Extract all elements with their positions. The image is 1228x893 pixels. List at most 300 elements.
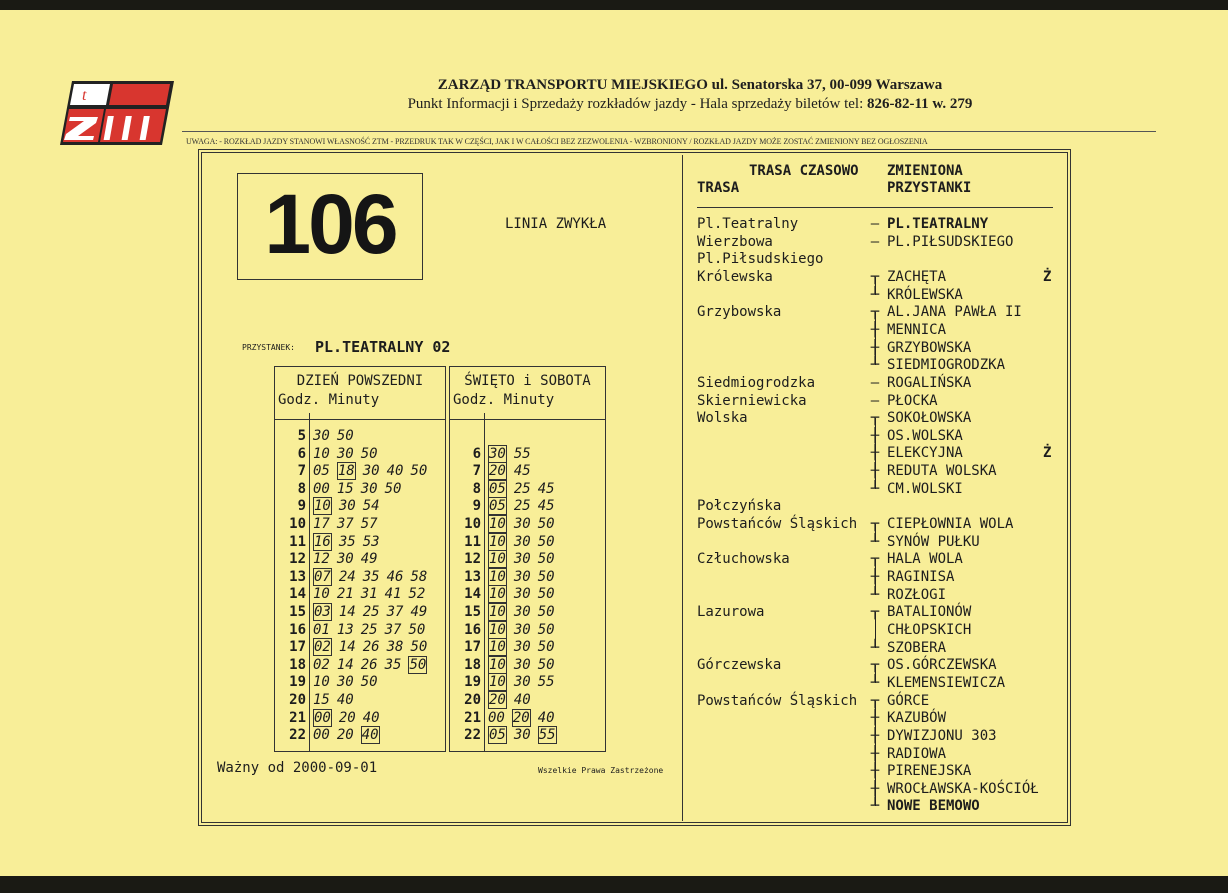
minute-marked: 00	[314, 709, 331, 726]
table-row	[275, 462, 445, 480]
holiday-table-header	[450, 367, 605, 420]
weekday-table-header	[275, 367, 445, 420]
table-row	[275, 621, 445, 639]
minute: 30	[336, 551, 354, 568]
hour-cell: 6	[472, 445, 481, 462]
route-stop: WROCŁAWSKA-KOŚCIÓŁ	[887, 780, 1039, 797]
minutes-cell	[488, 691, 538, 709]
route-street: Wolska	[697, 410, 748, 427]
minute: 50	[336, 428, 354, 444]
minute-marked: 10	[489, 568, 506, 585]
route-stop: SYNÓW PUŁKU	[887, 533, 980, 550]
minute-marked: 10	[489, 656, 506, 673]
minute: 45	[537, 480, 555, 497]
hour-cell: 17	[464, 639, 481, 656]
minutes-cell	[313, 480, 408, 498]
route-marker: ┴	[870, 286, 880, 303]
table-row	[450, 691, 605, 709]
route-stop: SIEDMIOGRODZKA	[887, 357, 1006, 374]
minute-marked: 20	[512, 709, 530, 726]
table-row	[275, 480, 445, 498]
hour-cell: 12	[289, 551, 306, 568]
minute: 30	[513, 551, 531, 568]
minute: 49	[410, 604, 428, 620]
minutes-cell	[313, 673, 385, 691]
minute-marked: 20	[489, 691, 506, 708]
minutes-cell	[313, 709, 387, 727]
minutes-cell	[313, 691, 361, 709]
route-stop: MENNICA	[887, 321, 947, 338]
route-street: Pl.Piłsudskiego	[697, 251, 824, 268]
minute: 50	[537, 551, 555, 568]
minute: 15	[336, 480, 354, 497]
minutes-cell	[488, 726, 564, 744]
minute-marked: 50	[409, 656, 427, 673]
header-info-line: Punkt Informacji i Sprzedaży rozkładów jazdy - Hala sprzedaży biletów tel: 826-82-11 w. 279	[407, 96, 973, 112]
minute: 26	[362, 639, 380, 656]
minute: 30	[513, 621, 531, 638]
route-stop: KLEMENSIEWICZA	[887, 674, 1006, 691]
hour-cell: 16	[289, 621, 306, 638]
table-row	[275, 585, 445, 603]
line-type: LINIA ZWYKŁA	[505, 216, 607, 232]
minute: 20	[338, 709, 356, 726]
minute: 30	[360, 480, 378, 497]
route-marker: ┴	[870, 480, 880, 497]
route-marker: ┼	[870, 727, 880, 744]
minute: 53	[362, 533, 380, 550]
hour-cell: 6	[297, 445, 306, 462]
minute: 14	[338, 604, 356, 620]
hour-cell: 12	[464, 551, 481, 568]
minute: 50	[384, 480, 402, 497]
route-marker: ┴	[870, 586, 880, 603]
minute: 25	[513, 480, 531, 497]
route-marker: ┬	[870, 692, 880, 709]
table-row	[275, 726, 445, 744]
weekday-table	[274, 366, 446, 752]
route-stop: ELEKCYJNA	[887, 445, 963, 462]
minute: 00	[313, 727, 330, 744]
minute: 35	[362, 568, 380, 585]
route-marker: ┼	[870, 463, 880, 480]
table-row	[450, 621, 605, 639]
minute: 40	[336, 692, 354, 708]
table-row	[450, 603, 605, 621]
minutes-cell	[488, 638, 562, 656]
route-marker: ┬	[870, 604, 880, 621]
route-stop: RAGINISA	[887, 569, 955, 585]
minute: 50	[537, 533, 555, 550]
rights-reserved: Wszelkie Prawa Zastrzeżone	[538, 766, 664, 775]
route-header-zmieniona: ZMIENIONA	[887, 163, 963, 179]
hour-cell: 11	[289, 533, 306, 550]
minutes-cell	[313, 515, 385, 533]
minute: 12	[313, 551, 330, 568]
route-stop: GÓRCE	[887, 692, 930, 709]
minute: 17	[313, 516, 330, 532]
valid-from: Ważny od 2000-09-01	[217, 760, 378, 776]
route-street: Połczyńska	[697, 498, 782, 515]
svg-text:t: t	[82, 87, 87, 104]
minute: 50	[537, 639, 555, 656]
route-stop: NOWE BEMOWO	[887, 798, 980, 815]
minute: 30	[513, 586, 531, 603]
minute: 50	[360, 445, 378, 462]
header-rule	[182, 131, 1156, 132]
table-row	[450, 709, 605, 727]
minute: 50	[537, 656, 555, 673]
minute: 30	[513, 603, 531, 620]
route-stop: SOKOŁOWSKA	[887, 410, 972, 427]
minutes-cell	[488, 550, 562, 568]
minute: 30	[513, 674, 531, 691]
hour-cell: 20	[464, 691, 481, 708]
hour-cell: 13	[289, 568, 306, 585]
minute: 30	[513, 533, 531, 550]
minute: 30	[513, 568, 531, 585]
hour-cell: 17	[289, 639, 306, 656]
header-org-line: ZARZĄD TRANSPORTU MIEJSKIEGO ul. Senatorska 37, 00-099 Warszawa	[437, 77, 943, 93]
minutes-cell	[313, 497, 387, 515]
route-marker: ┼	[870, 321, 880, 338]
table-row	[275, 638, 445, 656]
route-marker: ┼	[870, 745, 880, 762]
minute: 05	[313, 463, 330, 480]
minute-marked: 55	[538, 727, 556, 744]
hour-cell: 10	[464, 515, 481, 532]
minutes-cell	[313, 550, 385, 568]
table-row	[450, 480, 605, 498]
route-marker: ┴	[870, 357, 880, 374]
route-bracket	[875, 665, 876, 683]
minute: 00	[313, 480, 330, 497]
route-marker: ┼	[870, 710, 880, 727]
minute: 50	[537, 568, 555, 585]
table-row	[275, 656, 445, 674]
route-marker: –	[870, 216, 880, 232]
route-stop: PL.TEATRALNY	[887, 216, 989, 232]
route-header-rule	[697, 207, 1053, 208]
minute: 49	[360, 551, 378, 568]
minute: 55	[513, 445, 531, 462]
route-marker: ┼	[870, 780, 880, 797]
hour-cell: 15	[464, 603, 481, 620]
minute: 38	[386, 639, 404, 656]
minute-marked: 03	[314, 604, 331, 620]
minute: 15	[313, 692, 330, 708]
route-marker: ┴	[870, 674, 880, 691]
route-bracket	[875, 277, 876, 295]
minute-marked: 05	[489, 498, 506, 515]
minute: 21	[336, 586, 354, 603]
minute: 25	[513, 498, 531, 515]
hour-cell: 14	[289, 586, 306, 603]
route-stop: ZACHĘTA	[887, 268, 947, 285]
minute: 35	[338, 533, 356, 550]
hour-cell: 19	[289, 674, 306, 691]
table-row	[450, 462, 605, 480]
table-row	[450, 515, 605, 533]
minute: 46	[386, 568, 404, 585]
minute: 30	[513, 639, 531, 656]
table-row	[450, 497, 605, 515]
minutes-cell	[313, 656, 434, 674]
minutes-cell	[488, 445, 538, 463]
route-marker: ┼	[870, 445, 880, 462]
route-street: Królewska	[697, 268, 773, 285]
minute: 20	[336, 727, 354, 744]
route-marker: ┬	[870, 410, 880, 427]
hour-cell: 5	[297, 428, 306, 444]
minutes-cell	[313, 726, 387, 744]
route-stop: REDUTA WOLSKA	[887, 463, 997, 480]
minute-marked: 10	[489, 639, 506, 656]
minutes-cell	[313, 585, 432, 603]
line-number: 106	[264, 177, 396, 271]
route-marker: ┴	[870, 798, 880, 815]
minute: 37	[336, 516, 354, 532]
route-stop: PL.PIŁSUDSKIEGO	[887, 233, 1014, 250]
copyright-notice: UWAGA: - ROZKŁAD JAZDY STANOWI WŁASNOŚĆ ZTM - PRZEDRUK TAK W CZĘŚCI, JAK I W CAŁOŚCI BEZ ZEZWOLENIA - WZBRONIONY / ROZKŁAD JAZDY MOŻE ZOSTAĆ ZMIENIONY BEZ OGŁOSZENIA	[186, 137, 928, 146]
route-stop: KRÓLEWSKA	[887, 286, 963, 303]
minute: 37	[384, 621, 402, 638]
route-marker: ┼	[870, 569, 880, 585]
minute: 55	[537, 674, 555, 691]
route-stop: OS.WOLSKA	[887, 427, 963, 444]
table-row	[450, 673, 605, 691]
minute-marked: 07	[314, 568, 331, 585]
minute-marked: 30	[489, 445, 506, 462]
minute: 30	[336, 674, 354, 691]
minute-marked: 05	[489, 480, 506, 497]
route-stop: KAZUBÓW	[887, 710, 947, 727]
minute: 30	[338, 498, 356, 515]
route-marker: ┴	[870, 639, 880, 656]
minute: 30	[336, 445, 354, 462]
minutes-cell	[313, 621, 432, 639]
minutes-cell	[488, 656, 562, 674]
minute: 40	[362, 709, 380, 726]
minute: 10	[313, 674, 330, 691]
minute-marked: 10	[489, 586, 506, 603]
minute-marked: 10	[314, 498, 331, 515]
ztm-logo	[60, 81, 174, 145]
route-marker: ┼	[870, 339, 880, 356]
table-row	[450, 726, 605, 744]
minutes-cell	[313, 427, 361, 445]
route-street: Pl.Teatralny	[697, 216, 799, 232]
table-row	[450, 568, 605, 586]
holiday-columns: Godz. Minuty	[453, 392, 555, 408]
minute-marked: 10	[489, 551, 506, 568]
stop-name: PL.TEATRALNY 02	[315, 338, 451, 356]
route-bracket	[875, 418, 876, 489]
table-row	[275, 515, 445, 533]
minutes-cell	[488, 480, 562, 498]
minutes-cell	[488, 497, 562, 515]
minutes-cell	[488, 709, 562, 727]
minute: 54	[362, 498, 380, 515]
route-stop: CM.WOLSKI	[887, 480, 963, 497]
minute: 13	[336, 621, 354, 638]
minute: 41	[384, 586, 402, 603]
hour-cell: 21	[289, 709, 306, 726]
route-stop: CHŁOPSKICH	[887, 621, 972, 638]
minute: 50	[360, 674, 378, 691]
minute: 40	[513, 691, 531, 708]
minute: 10	[313, 445, 330, 462]
minute-marked: 20	[489, 463, 506, 480]
minutes-cell	[313, 445, 385, 463]
route-street: Górczewska	[697, 657, 782, 674]
minute: 25	[362, 604, 380, 620]
route-marker: ┴	[870, 533, 880, 550]
route-stop: RADIOWA	[887, 745, 947, 762]
route-stop: BATALIONÓW	[887, 604, 972, 621]
minute-marked: 10	[489, 603, 506, 620]
hour-cell: 16	[464, 621, 481, 638]
minute: 50	[410, 639, 428, 656]
hour-cell: 19	[464, 674, 481, 691]
hour-cell: 8	[297, 480, 306, 497]
on-request-marker: Ż	[1043, 268, 1052, 285]
minute: 24	[338, 568, 356, 585]
hour-cell: 20	[289, 692, 306, 708]
minute-marked: 16	[314, 533, 331, 550]
table-row	[275, 497, 445, 515]
route-marker: ┬	[870, 304, 880, 321]
table-row	[275, 691, 445, 709]
minutes-cell	[488, 585, 562, 603]
hour-cell: 11	[464, 533, 481, 550]
table-row	[275, 445, 445, 463]
minute: 25	[360, 621, 378, 638]
minute: 58	[410, 568, 428, 585]
table-row	[450, 445, 605, 463]
hour-cell: 9	[472, 498, 481, 515]
route-stop: ROGALIŃSKA	[887, 374, 972, 391]
minutes-cell	[488, 603, 562, 621]
route-marker: ┬	[870, 657, 880, 674]
hour-cell: 8	[472, 480, 481, 497]
minute: 50	[537, 621, 555, 638]
hour-cell: 15	[289, 604, 306, 620]
minute: 50	[408, 621, 426, 638]
route-stop: AL.JANA PAWŁA II	[887, 304, 1022, 321]
minute: 00	[488, 709, 505, 726]
minute: 14	[338, 639, 356, 656]
hour-cell: 13	[464, 568, 481, 585]
route-stop: GRZYBOWSKA	[887, 339, 972, 356]
route-marker: –	[870, 233, 880, 250]
route-bracket	[875, 524, 876, 542]
route-stop: OS.GÓRCZEWSKA	[887, 657, 997, 674]
table-row	[275, 568, 445, 586]
route-street: Lazurowa	[697, 604, 765, 621]
minute: 37	[386, 604, 404, 620]
hour-cell: 7	[472, 463, 481, 480]
minutes-cell	[313, 568, 434, 586]
weekday-columns: Godz. Minuty	[278, 392, 380, 408]
route-street: Siedmiogrodzka	[697, 374, 816, 391]
minute: 35	[384, 656, 402, 673]
route-marker: ┼	[870, 763, 880, 780]
minute: 30	[362, 463, 380, 480]
route-marker: –	[870, 374, 880, 391]
minutes-cell	[313, 638, 434, 656]
route-marker: ┬	[870, 516, 880, 533]
minute: 45	[513, 463, 531, 480]
table-row	[275, 603, 445, 621]
column-divider	[682, 155, 683, 821]
minute: 30	[513, 727, 531, 744]
hour-cell: 7	[297, 463, 306, 480]
route-header-top: TRASA CZASOWO	[749, 163, 859, 179]
route-street: Człuchowska	[697, 551, 790, 568]
hour-cell: 18	[464, 656, 481, 673]
route-marker: ┬	[870, 551, 880, 568]
hour-cell: 18	[289, 656, 306, 673]
minute: 26	[360, 656, 378, 673]
table-row	[450, 533, 605, 551]
minutes-cell	[488, 533, 562, 551]
minute-marked: 10	[489, 515, 506, 532]
minute: 50	[410, 463, 428, 480]
stop-label: PRZYSTANEK:	[242, 343, 295, 352]
hour-cell: 14	[464, 586, 481, 603]
route-street: Wierzbowa	[697, 233, 773, 250]
route-stop: PŁOCKA	[887, 392, 938, 409]
table-row	[275, 427, 445, 445]
route-header-przystanki: PRZYSTANKI	[887, 180, 972, 196]
minute: 01	[313, 621, 330, 638]
minutes-cell	[313, 533, 387, 551]
table-row	[450, 585, 605, 603]
minutes-cell	[488, 568, 562, 586]
minute-marked: 10	[489, 533, 506, 550]
route-street: Powstańców Śląskich	[697, 516, 858, 533]
minutes-cell	[313, 603, 434, 621]
hour-cell: 22	[289, 727, 306, 744]
hour-cell: 21	[464, 709, 481, 726]
route-bracket	[875, 701, 876, 807]
route-street: Powstańców Śląskich	[697, 692, 858, 709]
minute: 30	[513, 656, 531, 673]
minute: 40	[386, 463, 404, 480]
route-stop: CIEPŁOWNIA WOLA	[887, 516, 1014, 533]
route-bracket	[875, 559, 876, 594]
minute: 50	[537, 603, 555, 620]
minute-marked: 40	[361, 727, 379, 744]
minutes-cell	[488, 515, 562, 533]
hour-cell: 9	[297, 498, 306, 515]
holiday-table	[449, 366, 606, 752]
minute-marked: 05	[489, 727, 506, 744]
minutes-cell	[313, 462, 434, 480]
table-row	[275, 709, 445, 727]
route-marker: –	[870, 392, 880, 409]
minutes-cell	[488, 462, 538, 480]
table-row	[450, 656, 605, 674]
minute: 30	[313, 428, 330, 444]
hour-cell: 10	[289, 516, 306, 532]
table-row	[275, 673, 445, 691]
route-street: Grzybowska	[697, 304, 782, 321]
minute: 30	[513, 515, 531, 532]
minute-marked: 18	[337, 463, 355, 480]
route-stop: PIRENEJSKA	[887, 763, 972, 780]
